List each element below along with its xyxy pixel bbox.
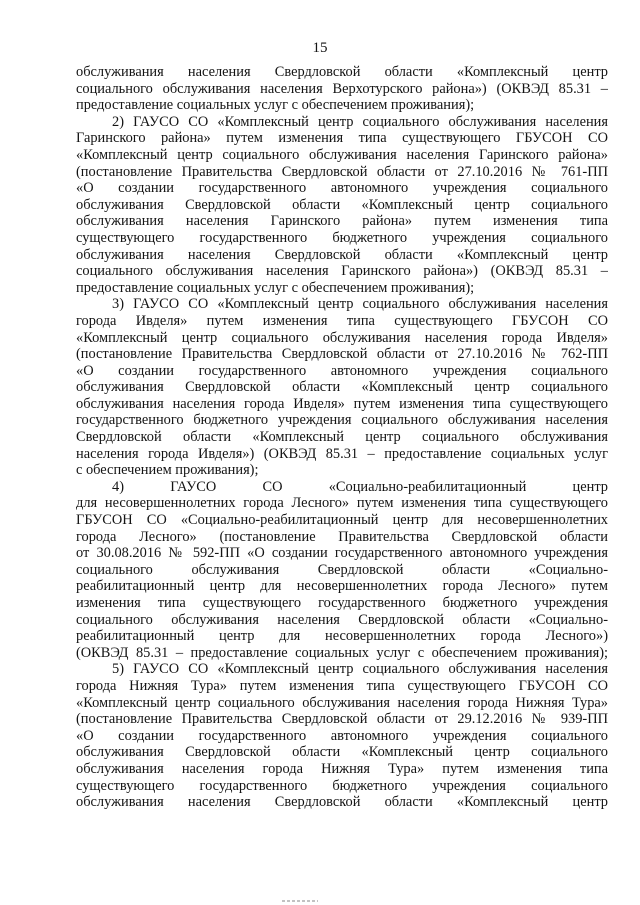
text-line: обслуживания населения города Нижняя Тура» путем изменения типа bbox=[76, 760, 608, 777]
text-line: «О создании государственного автономного учреждения социального bbox=[76, 362, 608, 379]
text-line: обслуживания населения города Ивделя» путем изменения типа существующего bbox=[76, 395, 608, 412]
text-line: «Комплексный центр социального обслуживания населения города Ивделя» bbox=[76, 329, 608, 346]
text-line: обслуживания населения Свердловской области «Комплексный центр bbox=[76, 64, 608, 80]
paragraph-first-line: 5) ГАУСО СО «Комплексный центр социального обслуживания населения bbox=[112, 661, 608, 678]
paragraph-first-line: 2) ГАУСО СО «Комплексный центр социального обслуживания населения bbox=[112, 113, 608, 130]
document-body bbox=[76, 64, 608, 811]
text-line: существующего государственного бюджетного учреждения социального bbox=[76, 229, 608, 246]
page-number: 15 bbox=[312, 40, 328, 56]
scan-artifact-mark bbox=[282, 900, 318, 902]
text-line: (постановление Правительства Свердловской области от 27.10.2016 № 761-ПП bbox=[76, 163, 608, 180]
text-line: предоставление социальных услуг с обеспечением проживания); bbox=[76, 97, 475, 114]
text-line: обслуживания Свердловской области «Комплексный центр социального bbox=[76, 196, 608, 213]
text-line: обслуживания населения Гаринского района» путем изменения типа bbox=[76, 213, 608, 230]
text-line: обслуживания населения Свердловской области «Комплексный центр bbox=[76, 794, 608, 811]
text-line: социального обслуживания населения Свердловской области «Социально- bbox=[76, 611, 608, 628]
text-line: государственного бюджетного учреждения социального обслуживания населения bbox=[76, 412, 608, 429]
text-line: обслуживания населения Свердловской области «Комплексный центр bbox=[76, 246, 608, 263]
text-line: для несовершеннолетних города Лесного» путем изменения типа существующего bbox=[76, 495, 608, 512]
text-line: реабилитационный центр для несовершеннолетних города Лесного» путем bbox=[76, 578, 608, 595]
text-line: обслуживания Свердловской области «Комплексный центр социального bbox=[76, 744, 608, 761]
text-line: «О создании государственного автономного учреждения социального bbox=[76, 727, 608, 744]
text-line: «О создании государственного автономного учреждения социального bbox=[76, 180, 608, 197]
text-line: Свердловской области «Комплексный центр социального обслуживания bbox=[76, 429, 608, 446]
text-line: обслуживания Свердловской области «Комплексный центр социального bbox=[76, 379, 608, 396]
text-line: города Лесного» (постановление Правительства Свердловской области bbox=[76, 528, 608, 545]
text-line: населения города Ивделя») (ОКВЭД 85.31 – предоставление социальных услуг bbox=[76, 445, 608, 462]
text-line: от 30.08.2016 № 592-ПП «О создании государственного автономного учреждения bbox=[76, 545, 608, 562]
text-line: предоставление социальных услуг с обеспечением проживания); bbox=[76, 279, 475, 296]
text-line: социального обслуживания Свердловской области «Социально- bbox=[76, 561, 608, 578]
text-line: города Ивделя» путем изменения типа существующего ГБУСОН СО bbox=[76, 312, 608, 329]
text-line: (постановление Правительства Свердловской области от 29.12.2016 № 939-ПП bbox=[76, 711, 608, 728]
text-line: (ОКВЭД 85.31 – предоставление социальных услуг с обеспечением проживания); bbox=[76, 644, 608, 661]
text-line: с обеспечением проживания); bbox=[76, 462, 259, 479]
text-line: реабилитационный центр для несовершеннолетних города Лесного») bbox=[76, 628, 608, 645]
text-line: изменения типа существующего государственного бюджетного учреждения bbox=[76, 595, 608, 611]
text-line: города Нижняя Тура» путем изменения типа существующего ГБУСОН СО bbox=[76, 677, 608, 694]
text-line: (постановление Правительства Свердловской области от 27.10.2016 № 762-ПП bbox=[76, 346, 608, 363]
paragraph-first-line: 4) ГАУСО СО «Социально-реабилитационный центр bbox=[112, 478, 608, 495]
text-line: социального обслуживания населения Верхотурского района») (ОКВЭД 85.31 – bbox=[76, 80, 608, 97]
paragraph-first-line: 3) ГАУСО СО «Комплексный центр социального обслуживания населения bbox=[112, 296, 608, 313]
text-line: «Комплексный центр социального обслуживания населения города Нижняя Тура» bbox=[76, 694, 608, 711]
text-line: Гаринского района» путем изменения типа существующего ГБУСОН СО bbox=[76, 130, 608, 147]
text-line: существующего государственного бюджетного учреждения социального bbox=[76, 777, 608, 794]
text-line: ГБУСОН СО «Социально-реабилитационный центр для несовершеннолетних bbox=[76, 512, 608, 529]
text-line: «Комплексный центр социального обслуживания населения Гаринского района» bbox=[76, 146, 608, 163]
text-line: социального обслуживания населения Гаринского района») (ОКВЭД 85.31 – bbox=[76, 263, 608, 280]
